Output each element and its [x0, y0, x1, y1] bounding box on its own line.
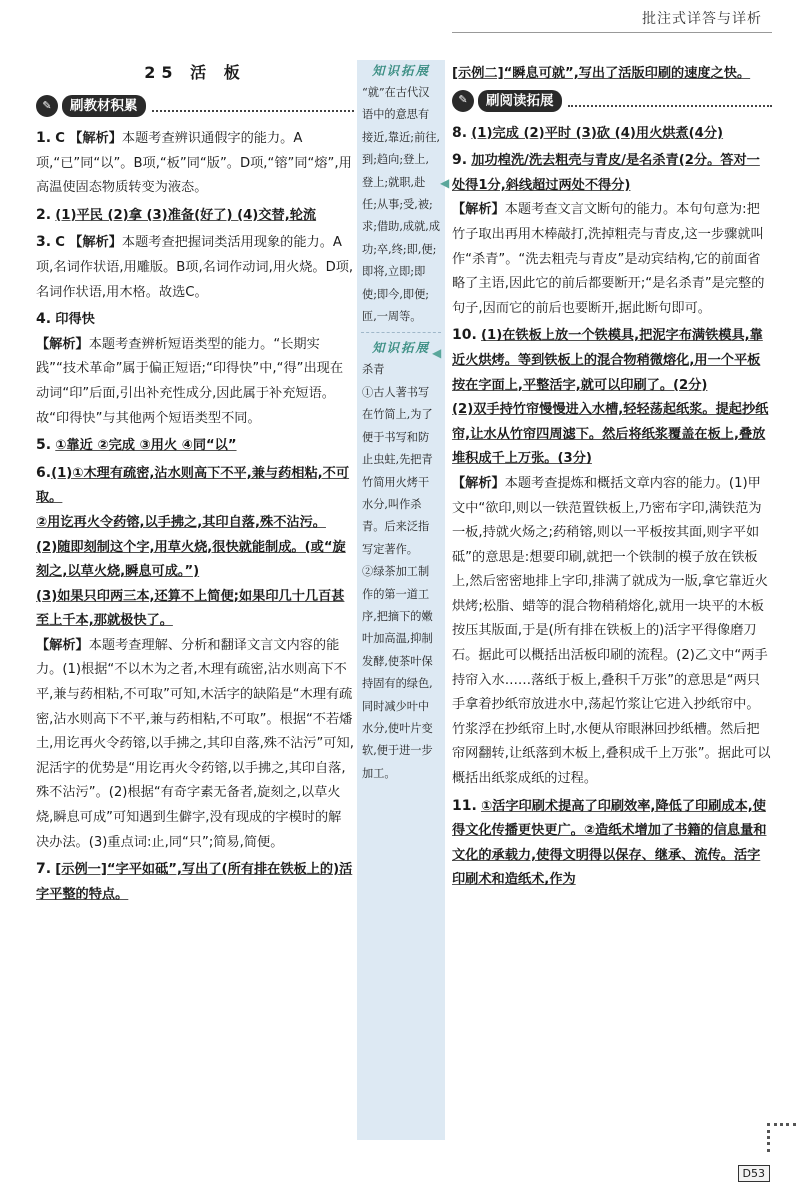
answer: C [55, 131, 65, 146]
right-column [452, 62, 772, 895]
answer: (1)完成 (2)平时 (3)砍 (4)用火烘煮(4分) [471, 125, 724, 141]
corner-decoration [767, 1123, 796, 1152]
analysis-text: 本题考查文言文断句的能力。本句句意为:把竹子取出再用木棒敲打,洗掉粗壳与青皮,这一步骤就叫作“杀青”。“洗去粗壳与青皮”是动宾结构,它的前面省略了主语,因此它的前后都要断开;“是名杀青”是完整的句子,因而它的前后也要断开,据此断句即可。 [452, 202, 765, 316]
question-number: 3. [36, 234, 52, 251]
question-4 [36, 307, 354, 431]
page-number: D53 [738, 1165, 770, 1182]
sidebar-text: ①古人著书写在竹简上,为了便于书写和防止虫蛀,先把青竹简用火烤干水分,叫作杀青。后来泛指写定著作。 [362, 385, 433, 556]
answer-1: (1)①木理有疏密,沾水则高下不平,兼与药相粘,不可取。 [36, 465, 350, 506]
question-number: 8. [452, 124, 468, 141]
question-6 [36, 461, 354, 856]
question-number: 11. [452, 797, 477, 814]
analysis-tag: 【解析】 [452, 202, 505, 218]
analysis-text: 本题考查把握词类活用现象的能力。A项,名词作状语,用雕版。B项,名词作动词,用火烧。D项,名词作状语,用木格。故选C。 [36, 235, 354, 300]
analysis-text: 本题考查提炼和概括文章内容的能力。(1)甲文中“欲印,则以一铁范置铁板上,乃密布字印,满铁范为一板,持就火炀之;药稍镕,则以一平板按其面,则字平如砥”的意思是:想要印刷,就把一个铁制的模子放在铁板上,然后密密地排上字印,排满了就成为一版,拿它靠近火烘烤;松脂、蜡等的混合物稍稍熔化,就用一块平的木板按压其版面,于是(所有排在铁板上的)活字平得像磨刀石。据此可以概括出活板印刷的流程。(2)乙文中“两手持帘入水……落纸于板上,叠积千万张”的意思是“两只手拿着抄纸帘放进水中,荡起竹浆让它进入抄纸帘中。竹浆浮在抄纸帘上时,水便从帘眼淋回抄纸槽。然后把帘网翻转,让纸落到木板上,叠积成千上万张”。据此可以概括出纸浆成纸的过程。 [452, 475, 771, 787]
question-number: 4. [36, 311, 52, 328]
page-header: 批注式详答与详析 [642, 11, 762, 27]
question-number: 7. [36, 861, 52, 878]
answer: C [55, 235, 65, 251]
banner-label: 刷教材积累 [62, 95, 146, 117]
banner-reading [452, 89, 772, 113]
banner-textbook [36, 94, 354, 118]
sidebar-heading: 知识拓展 [371, 340, 430, 356]
question-number: 9. [452, 152, 468, 169]
left-column [36, 62, 354, 909]
question-11 [452, 794, 772, 893]
question-5 [36, 433, 354, 459]
question-7 [36, 857, 354, 907]
knowledge-sidebar [357, 60, 445, 1140]
analysis-tag: 【解析】 [452, 475, 505, 491]
question-number: 2. [36, 206, 52, 223]
brush-icon: ✎ [452, 90, 474, 112]
answer-2: (2)双手持竹帘慢慢进入水槽,轻轻荡起纸浆。提起抄纸帘,让水从竹帘四周滤下。然后将纸浆覆盖在板上,叠放堆积成千上万张。(3分) [452, 402, 769, 467]
divider [152, 100, 355, 112]
analysis-tag: 【解析】 [36, 336, 89, 352]
analysis-tag: 【解析】 [36, 637, 89, 653]
question-number: 6. [36, 464, 52, 481]
header-rule [452, 32, 772, 33]
answer-4: (3)如果只印两三本,还算不上简便;如果印几十几百甚至上千本,那就极快了。 [36, 588, 345, 629]
answer-2: ②用讫再火令药镕,以手拂之,其印自落,殊不沾污。 [36, 514, 326, 530]
sidebar-heading: 知识拓展 [371, 63, 430, 78]
answer-3: (2)随即刻制这个字,用草火烧,很快就能制成。(或“旋刻之,以草火烧,瞬息可成。”) [36, 539, 346, 580]
arrow-left-icon: ◀ [440, 176, 450, 190]
answer-example-2: [示例二]“瞬息可就”,写出了活版印刷的速度之快。 [452, 66, 751, 81]
question-number: 5. [36, 437, 52, 454]
analysis-tag: 【解析】 [69, 235, 122, 251]
divider [568, 95, 773, 107]
divider [361, 332, 441, 333]
answer-example-1: [示例一]“字平如砥”,写出了(所有排在铁板上的)活字平整的特点。 [36, 862, 353, 902]
lesson-title: 25 活 板 [144, 63, 246, 82]
answer: ①靠近 ②完成 ③用火 ④同“以” [55, 438, 237, 454]
arrow-left-icon: ◀ [432, 346, 442, 360]
question-number: 10. [452, 327, 477, 344]
analysis-tag: 【解析】 [69, 131, 122, 146]
answer: 印得快 [55, 312, 95, 328]
question-2 [36, 203, 354, 229]
question-10 [452, 323, 772, 791]
answer: ①活字印刷术提高了印刷效率,降低了印刷成本,使得文化传播更快更广。②造纸术增加了书籍的信息量和文化的承载力,使得文明得以保存、继承、流传。活字印刷术和造纸术,作为 [452, 798, 767, 888]
question-1 [36, 126, 354, 201]
question-8 [452, 121, 772, 147]
answer: (1)平民 (2)拿 (3)准备(好了) (4)交替,轮流 [55, 207, 317, 223]
answer: 加功楻洗/洗去粗壳与青皮/是名杀青(2分。答对一处得1分,斜线超过两处不得分) [452, 153, 760, 193]
question-7-continued [452, 62, 772, 87]
banner-label: 刷阅读拓展 [478, 90, 562, 112]
question-3 [36, 230, 354, 305]
analysis-text: 本题考查辨识通假字的能力。A项,“已”同“以”。B项,“板”同“版”。D项,“镕”同“熔”,用高温使固态物质转变为液态。 [36, 131, 352, 196]
analysis-text: 本题考查理解、分析和翻译文言文内容的能力。(1)根据“不以木为之者,木理有疏密,沾水则高下不平,兼与药相粘,不可取”可知,木活字的缺陷是“木理有疏密,沾水则高下不平,兼与药相粘,不可取”。根据“不若燔土,用讫再火令药镕,以手拂之,其印自落,殊不沾污”可知,泥活字的优势是“用讫再火令药镕,以手拂之,其印自落,殊不沾污”。(2)根据“有奇字素无备者,旋刻之,以草火烧,瞬息可成”可知遇到生僻字,没有现成的字模时的解决办法。(3)重点词:止,同“只”;简易,简便。 [36, 637, 354, 850]
brush-icon: ✎ [36, 95, 58, 117]
sidebar-text: ②绿茶加工制作的第一道工序,把摘下的嫩叶加高温,抑制发酵,使茶叶保持固有的绿色,同时减少叶中水分,使叶片变软,便于进一步加工。 [362, 565, 433, 780]
sidebar-text: “就”在古代汉语中的意思有接近,靠近;前往,到;趋向;登上,登上;就职,赴任;从事;受,被;求;借助,成就,成功;卒,终;即,便;即将,立即;即使;即今,即便;匝,一周等。 [362, 86, 441, 324]
question-number: 1. [36, 130, 52, 146]
analysis-text: 本题考查辨析短语类型的能力。“长期实践”“技术革命”属于偏正短语;“印得快”中,“得”出现在动词“印”后面,引出补充性成分,因此属于补充短语。故“印得快”与其他两个短语类型不同。 [36, 336, 344, 426]
question-9 [452, 148, 772, 321]
answer-1: (1)在铁板上放一个铁模具,把泥字布满铁模具,靠近火烘烤。等到铁板上的混合物稍微熔化,用一个平板按在字面上,平整活字,就可以印刷了。(2分) [452, 328, 763, 393]
sidebar-subtitle: 杀青 [362, 363, 385, 377]
